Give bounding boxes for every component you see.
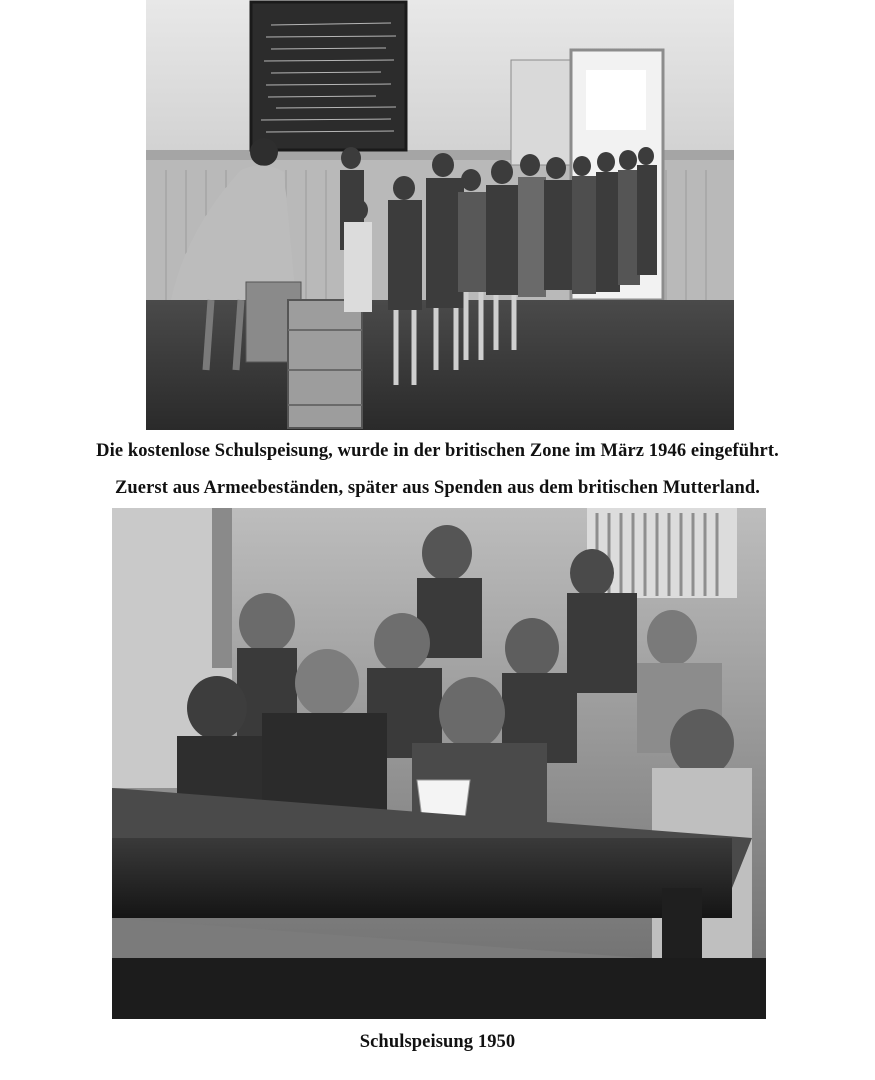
children-eating-illustration <box>112 508 766 1019</box>
children-eating-at-desks-photo <box>112 508 766 1019</box>
caption-line-1: Die kostenlose Schulspeisung, wurde in der britischen Zone im März 1946 eingeführt. <box>96 441 779 461</box>
school-meal-queue-illustration <box>146 0 734 430</box>
caption-photo-2: Schulspeisung 1950 <box>359 1032 516 1052</box>
caption-line-2: Zuerst aus Armeebeständen, später aus Spenden aus dem britischen Mutterland. <box>114 478 761 498</box>
school-meal-queue-photo <box>146 0 734 430</box>
